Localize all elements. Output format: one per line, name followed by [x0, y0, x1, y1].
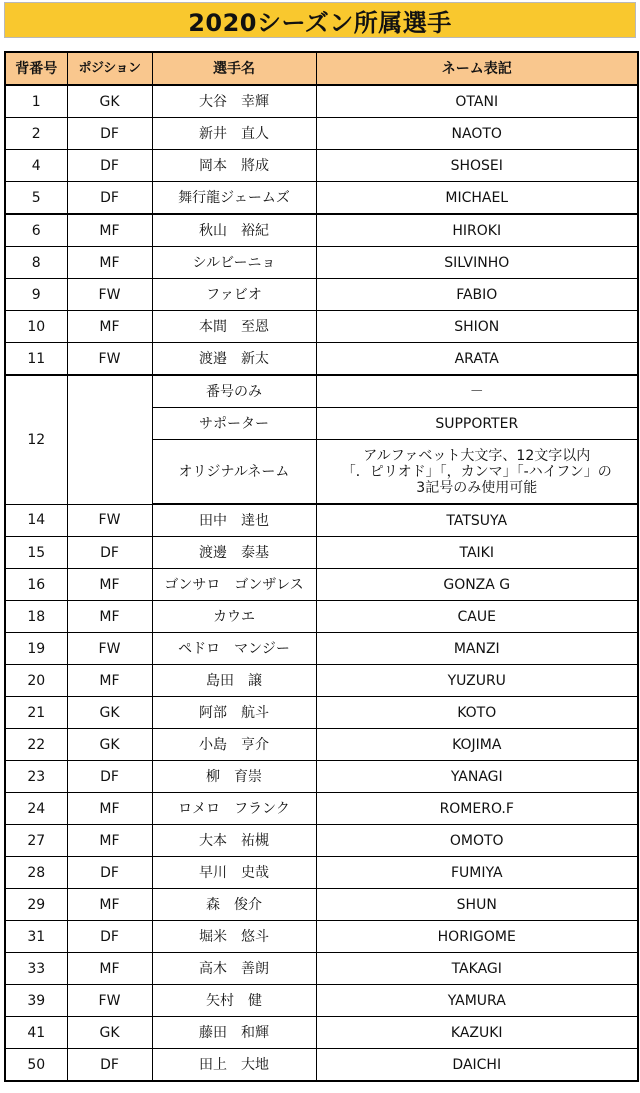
table-row	[5, 311, 638, 343]
table-row	[5, 343, 638, 376]
table-row	[5, 150, 638, 182]
roster-rows-before	[5, 85, 638, 375]
display-name: SHUN	[316, 889, 638, 921]
header-name: 選手名	[152, 52, 316, 85]
table-row	[5, 537, 638, 569]
roster-table	[4, 51, 639, 1082]
player-number: 24	[5, 793, 67, 825]
table-row	[5, 601, 638, 633]
player-number: 16	[5, 569, 67, 601]
player-position: FW	[67, 279, 152, 311]
table-row	[5, 182, 638, 215]
display-name: HORIGOME	[316, 921, 638, 953]
player-position: MF	[67, 825, 152, 857]
player-name: シルビーニョ	[152, 247, 316, 279]
player-position: MF	[67, 214, 152, 247]
player-number: 23	[5, 761, 67, 793]
player-position: DF	[67, 118, 152, 150]
table-row	[5, 375, 638, 408]
player-name: 本間 至恩	[152, 311, 316, 343]
header-row	[5, 52, 638, 85]
special-number-cell: 12	[5, 375, 67, 504]
player-name: 番号のみ	[152, 375, 316, 408]
table-row	[5, 697, 638, 729]
player-position: FW	[67, 504, 152, 537]
table-row	[5, 569, 638, 601]
table-row	[5, 247, 638, 279]
table-row	[5, 214, 638, 247]
header-display-name: ネーム表記	[316, 52, 638, 85]
player-name: 渡邊 泰基	[152, 537, 316, 569]
table-row	[5, 118, 638, 150]
player-name: カウエ	[152, 601, 316, 633]
player-number: 29	[5, 889, 67, 921]
player-position: GK	[67, 729, 152, 761]
player-position: GK	[67, 1017, 152, 1049]
display-name: TAKAGI	[316, 953, 638, 985]
player-name: 小島 亨介	[152, 729, 316, 761]
player-number: 41	[5, 1017, 67, 1049]
display-name: NAOTO	[316, 118, 638, 150]
player-number: 28	[5, 857, 67, 889]
player-name: 舞行龍ジェームズ	[152, 182, 316, 215]
player-name: 田中 達也	[152, 504, 316, 537]
player-number: 6	[5, 214, 67, 247]
player-name: 矢村 健	[152, 985, 316, 1017]
player-number: 1	[5, 85, 67, 118]
display-name: SHOSEI	[316, 150, 638, 182]
player-number: 10	[5, 311, 67, 343]
player-number: 15	[5, 537, 67, 569]
player-number: 2	[5, 118, 67, 150]
player-name: 大本 祐槻	[152, 825, 316, 857]
table-row	[5, 633, 638, 665]
player-number: 18	[5, 601, 67, 633]
special-position-cell	[67, 375, 152, 504]
rule-line: アルファベット大文字、12文字以内	[363, 447, 591, 464]
table-row	[5, 761, 638, 793]
player-position: GK	[67, 85, 152, 118]
player-number: 21	[5, 697, 67, 729]
player-number: 8	[5, 247, 67, 279]
display-name: FABIO	[316, 279, 638, 311]
table-row	[5, 85, 638, 118]
player-number: 20	[5, 665, 67, 697]
player-position: MF	[67, 889, 152, 921]
player-position: DF	[67, 182, 152, 215]
page-title: 2020シーズン所属選手	[4, 2, 636, 38]
display-name: KOTO	[316, 697, 638, 729]
player-name: 藤田 和輝	[152, 1017, 316, 1049]
player-name: ペドロ マンジー	[152, 633, 316, 665]
display-name: OMOTO	[316, 825, 638, 857]
player-position: DF	[67, 921, 152, 953]
player-position: MF	[67, 247, 152, 279]
player-name: 早川 史哉	[152, 857, 316, 889]
player-position: FW	[67, 343, 152, 376]
display-name: YUZURU	[316, 665, 638, 697]
display-name: DAICHI	[316, 1049, 638, 1082]
player-name: ゴンサロ ゴンザレス	[152, 569, 316, 601]
player-position: GK	[67, 697, 152, 729]
display-name: KAZUKI	[316, 1017, 638, 1049]
player-position: DF	[67, 857, 152, 889]
display-name: OTANI	[316, 85, 638, 118]
player-name: 大谷 幸輝	[152, 85, 316, 118]
display-name: MANZI	[316, 633, 638, 665]
player-number: 9	[5, 279, 67, 311]
display-name: SUPPORTER	[316, 408, 638, 440]
display-name: ARATA	[316, 343, 638, 376]
display-name: CAUE	[316, 601, 638, 633]
table-row	[5, 1017, 638, 1049]
player-position: FW	[67, 985, 152, 1017]
table-row	[5, 1049, 638, 1082]
player-position: MF	[67, 953, 152, 985]
player-name: ロメロ フランク	[152, 793, 316, 825]
table-row	[5, 729, 638, 761]
display-name: HIROKI	[316, 214, 638, 247]
player-position: MF	[67, 311, 152, 343]
rule-line: 「．ピリオド」「，カンマ」「-ハイフン」の	[341, 463, 612, 480]
player-name: 森 俊介	[152, 889, 316, 921]
player-number: 50	[5, 1049, 67, 1082]
player-name: 新井 直人	[152, 118, 316, 150]
original-name-rules	[316, 440, 638, 505]
display-name: MICHAEL	[316, 182, 638, 215]
player-number: 11	[5, 343, 67, 376]
player-name: 堀米 悠斗	[152, 921, 316, 953]
display-name: TATSUYA	[316, 504, 638, 537]
player-name: 岡本 將成	[152, 150, 316, 182]
player-number: 31	[5, 921, 67, 953]
table-row	[5, 825, 638, 857]
player-name: 島田 譲	[152, 665, 316, 697]
player-name: 高木 善朗	[152, 953, 316, 985]
player-position: MF	[67, 601, 152, 633]
table-row	[5, 665, 638, 697]
player-name: 柳 育崇	[152, 761, 316, 793]
player-number: 19	[5, 633, 67, 665]
special-number-block	[5, 375, 638, 504]
table-row	[5, 953, 638, 985]
player-position: MF	[67, 665, 152, 697]
player-position: DF	[67, 761, 152, 793]
display-name: －	[316, 375, 638, 408]
table-row	[5, 279, 638, 311]
display-name: YANAGI	[316, 761, 638, 793]
player-position: DF	[67, 537, 152, 569]
player-number: 14	[5, 504, 67, 537]
player-position: DF	[67, 150, 152, 182]
player-number: 27	[5, 825, 67, 857]
header-position: ポジション	[67, 52, 152, 85]
player-number: 39	[5, 985, 67, 1017]
player-position: DF	[67, 1049, 152, 1082]
table-row	[5, 793, 638, 825]
rule-line: 3記号のみ使用可能	[416, 479, 538, 496]
roster-rows-after	[5, 504, 638, 1081]
display-name: KOJIMA	[316, 729, 638, 761]
player-number: 4	[5, 150, 67, 182]
player-position: MF	[67, 569, 152, 601]
display-name: TAIKI	[316, 537, 638, 569]
display-name: ROMERO.F	[316, 793, 638, 825]
table-row	[5, 504, 638, 537]
display-name: YAMURA	[316, 985, 638, 1017]
display-name: SILVINHO	[316, 247, 638, 279]
table-row	[5, 889, 638, 921]
player-name: ファビオ	[152, 279, 316, 311]
display-name: SHION	[316, 311, 638, 343]
player-name: 渡邉 新太	[152, 343, 316, 376]
player-name: 田上 大地	[152, 1049, 316, 1082]
player-position: FW	[67, 633, 152, 665]
player-position: MF	[67, 793, 152, 825]
table-row	[5, 985, 638, 1017]
table-row	[5, 857, 638, 889]
display-name: GONZA G	[316, 569, 638, 601]
player-number: 22	[5, 729, 67, 761]
player-name: サポーター	[152, 408, 316, 440]
player-name: 秋山 裕紀	[152, 214, 316, 247]
player-number: 5	[5, 182, 67, 215]
header-number: 背番号	[5, 52, 67, 85]
table-row	[5, 921, 638, 953]
display-name: FUMIYA	[316, 857, 638, 889]
player-name: 阿部 航斗	[152, 697, 316, 729]
player-number: 33	[5, 953, 67, 985]
player-name: オリジナルネーム	[152, 440, 316, 505]
